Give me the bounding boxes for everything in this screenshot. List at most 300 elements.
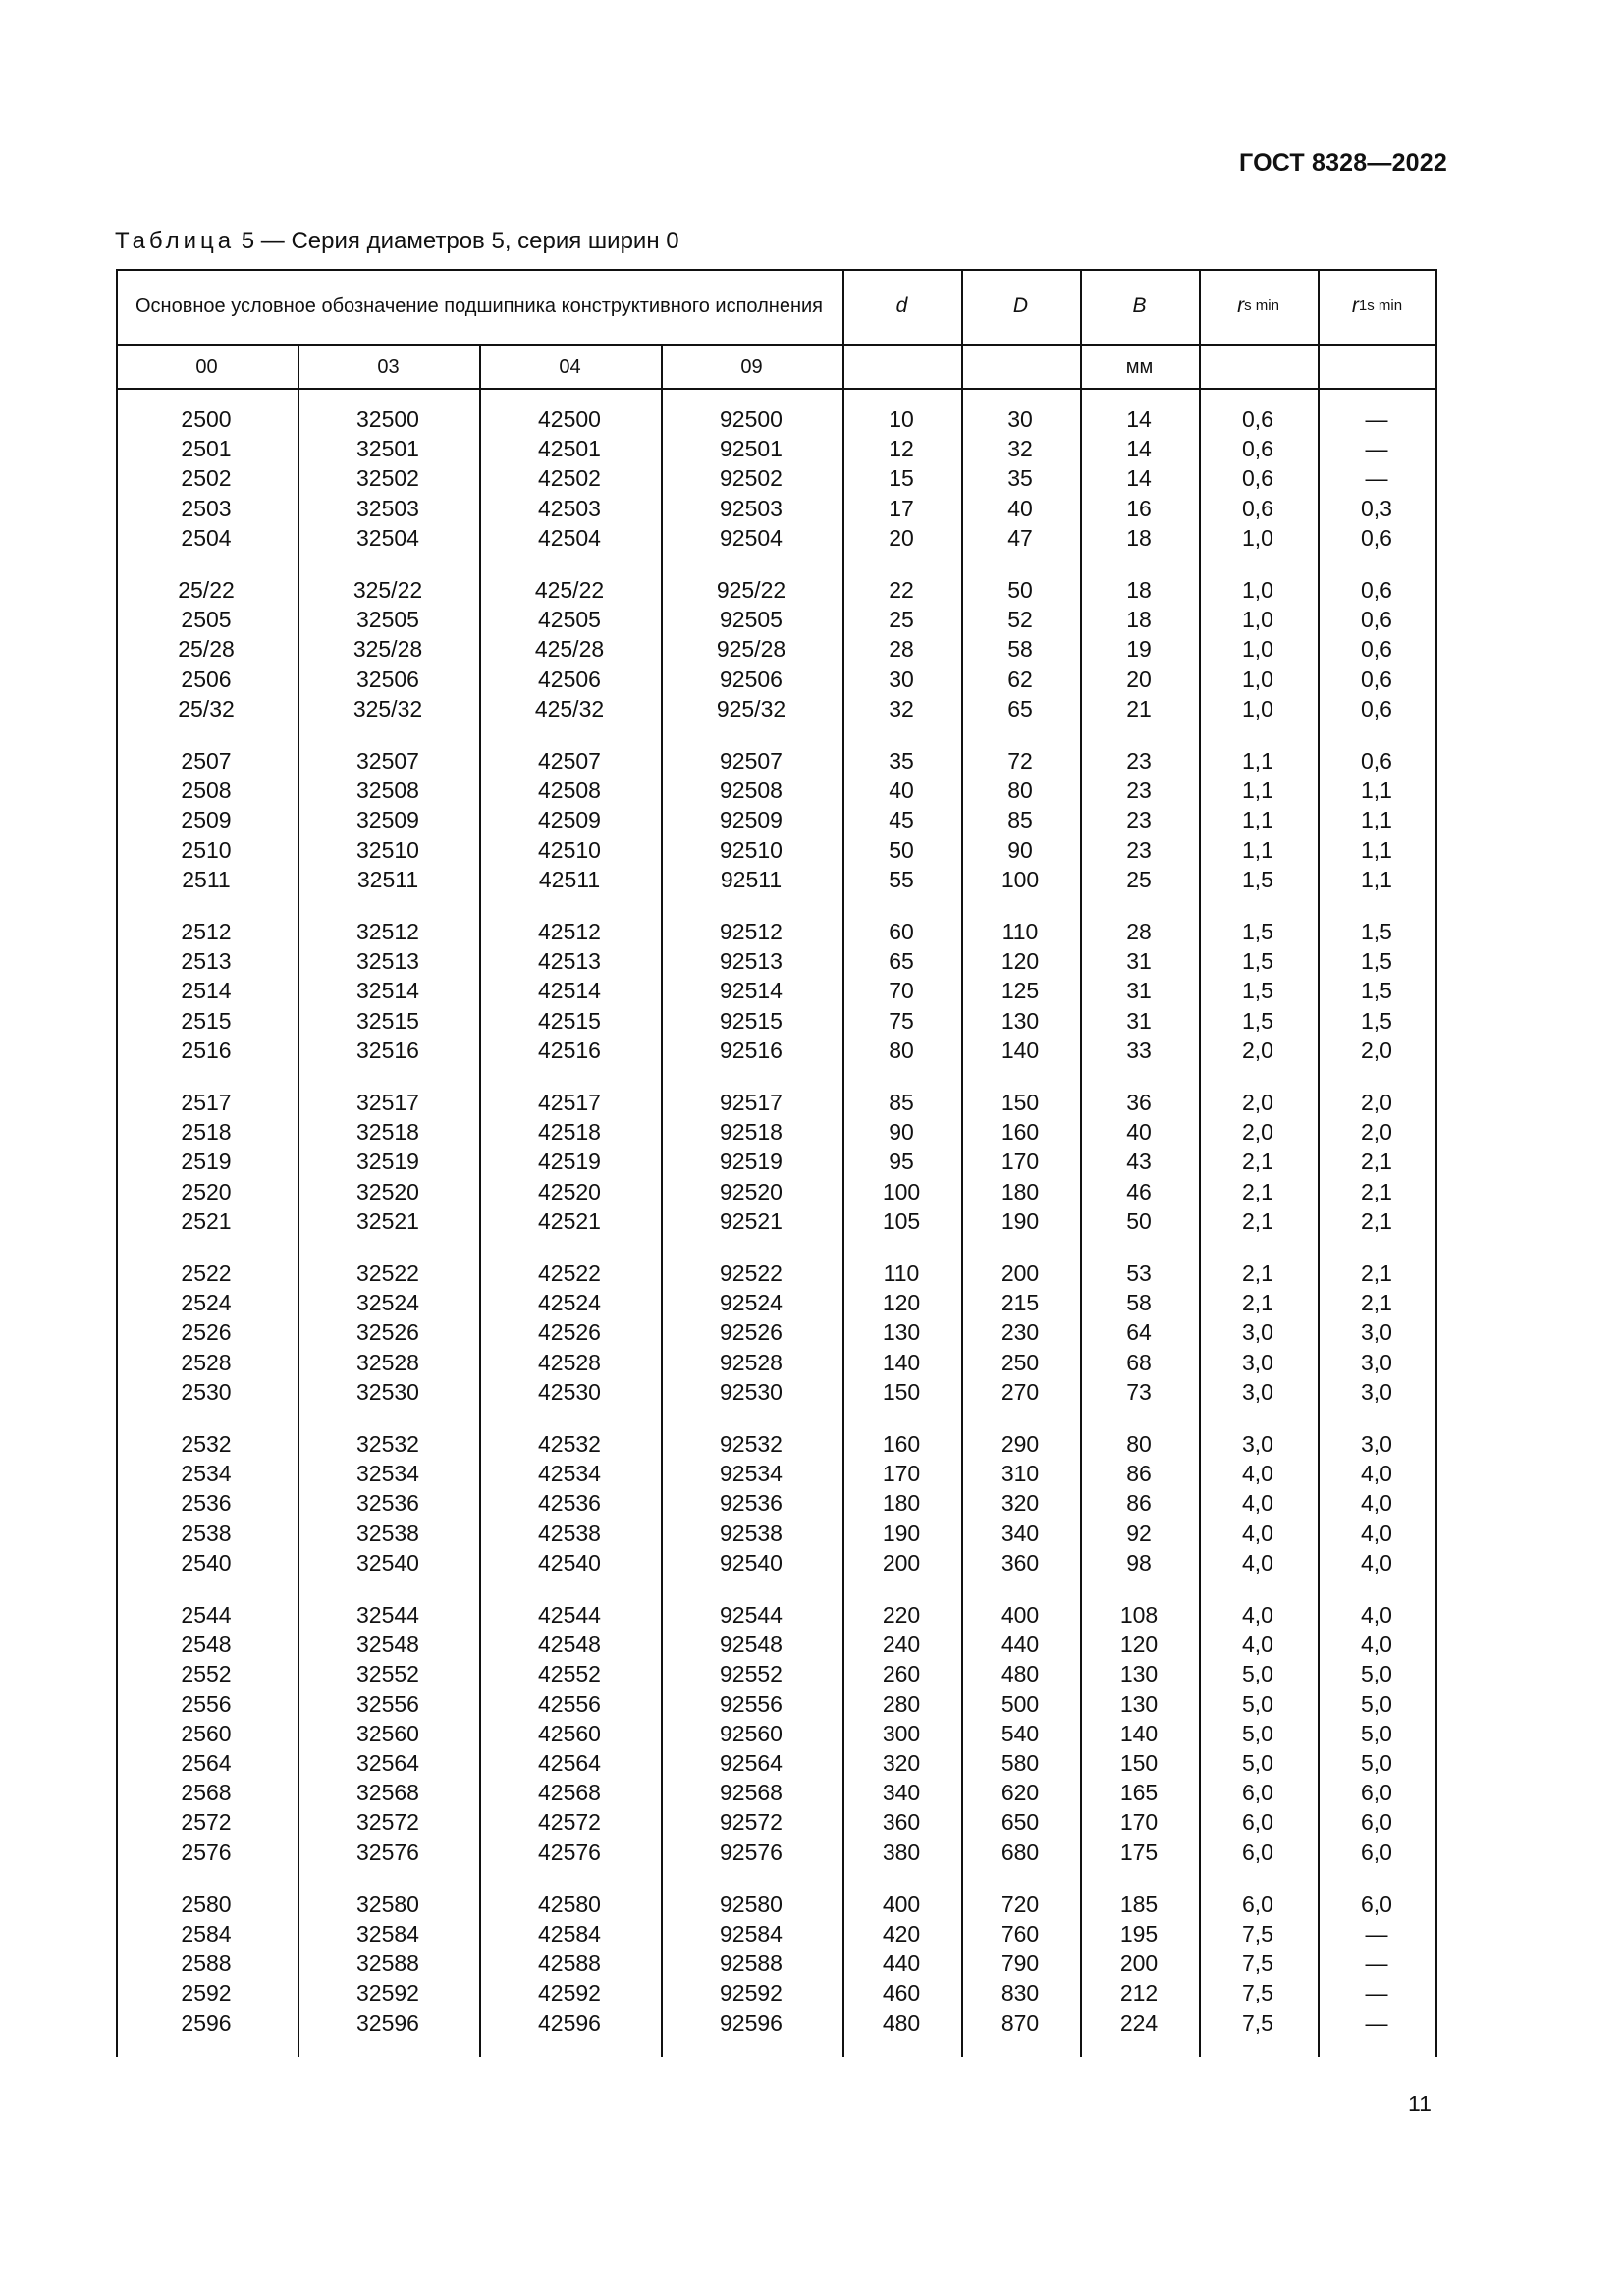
table-cell: 92522 <box>720 1260 783 1286</box>
table-cell: 2517 <box>181 1090 232 1115</box>
table-cell: 790 <box>1001 1950 1040 1977</box>
table-cell: 7,5 <box>1242 2009 1273 2036</box>
table-cell: 360 <box>882 1809 921 1836</box>
table-cell: 92572 <box>720 1809 783 1836</box>
table-cell: 32508 <box>356 777 419 804</box>
table-cell: 42524 <box>538 1290 601 1316</box>
table-row <box>116 1317 1437 1347</box>
table-cell: 80 <box>1126 1431 1152 1457</box>
table-cell: 80 <box>889 1037 914 1063</box>
table-cell: 0,6 <box>1361 524 1392 551</box>
table-cell: 92560 <box>720 1720 783 1746</box>
table-row <box>116 434 1437 463</box>
table-cell: 2520 <box>181 1178 232 1204</box>
table-cell: 2508 <box>181 777 232 804</box>
col-header-D: D <box>1012 294 1029 317</box>
table-cell: 190 <box>882 1520 921 1546</box>
table-row <box>116 1177 1437 1206</box>
table-cell: 92509 <box>720 807 783 833</box>
table-cell: 23 <box>1126 807 1152 833</box>
table-cell: 32513 <box>356 948 419 975</box>
table-cell: 110 <box>883 1260 920 1286</box>
table-cell: 5,0 <box>1361 1750 1392 1776</box>
table-cell: 32576 <box>356 1839 419 1865</box>
table-cell: 325/22 <box>352 577 423 603</box>
table-row <box>116 1348 1437 1377</box>
table-cell: 0,6 <box>1242 406 1273 432</box>
table-cell: 1,5 <box>1361 948 1392 975</box>
table-cell: 98 <box>1126 1549 1152 1575</box>
table-row <box>116 1459 1437 1488</box>
table-cell: 92513 <box>720 948 783 975</box>
table-cell: 2512 <box>181 919 232 944</box>
table-cell: 42513 <box>538 948 601 975</box>
table-row <box>116 1919 1437 1949</box>
table-row <box>116 946 1437 976</box>
table-cell: 31 <box>1126 978 1152 1004</box>
table-cell: 50 <box>1126 1207 1152 1234</box>
col-header-04: 04 <box>559 355 581 378</box>
table-cell: 92519 <box>720 1148 783 1175</box>
table-cell: 42519 <box>538 1148 601 1175</box>
table-cell: 32540 <box>356 1549 419 1575</box>
table-cell: 20 <box>889 524 914 551</box>
table-cell: 5,0 <box>1242 1720 1273 1746</box>
table-cell: 120 <box>1119 1631 1159 1658</box>
table-cell: 4,0 <box>1361 1520 1392 1546</box>
table-cell: — <box>1365 1950 1388 1977</box>
table-cell: 380 <box>882 1839 921 1865</box>
table-cell: 100 <box>882 1178 921 1204</box>
table-row <box>116 694 1437 723</box>
table-cell: 1,5 <box>1242 948 1273 975</box>
table-cell: 110 <box>1001 919 1039 944</box>
table-caption <box>115 228 679 255</box>
table-cell: 270 <box>1001 1378 1040 1405</box>
table-cell: 2534 <box>181 1461 232 1487</box>
table-cell: 32588 <box>356 1950 419 1977</box>
table-cell: 18 <box>1126 607 1152 633</box>
table-cell: 6,0 <box>1242 1839 1273 1865</box>
table-cell: 2,0 <box>1242 1090 1273 1115</box>
table-cell: 73 <box>1126 1378 1152 1405</box>
table-cell: 32509 <box>356 807 419 833</box>
table-cell: 17 <box>889 495 914 521</box>
table-cell: 925/22 <box>716 577 786 603</box>
table-cell: 6,0 <box>1361 1780 1392 1806</box>
table-row <box>116 575 1437 605</box>
table-cell: 90 <box>1007 836 1033 863</box>
table-cell: 220 <box>882 1602 921 1628</box>
table-cell: 42564 <box>538 1750 601 1776</box>
table-cell: 92521 <box>720 1207 783 1234</box>
table-cell: 4,0 <box>1361 1490 1392 1517</box>
table-cell: 2572 <box>181 1809 232 1836</box>
table-cell: 72 <box>1007 748 1033 774</box>
table-cell: — <box>1365 436 1388 462</box>
table-cell: 420 <box>882 1921 921 1947</box>
table-cell: 4,0 <box>1361 1602 1392 1628</box>
table-cell: 12 <box>889 436 914 462</box>
table-cell: 42507 <box>538 748 601 774</box>
table-cell: 92530 <box>720 1378 783 1405</box>
table-cell: 6,0 <box>1361 1809 1392 1836</box>
table-cell: 130 <box>882 1319 921 1346</box>
table-row <box>116 1288 1437 1317</box>
table-cell: 2526 <box>181 1319 232 1346</box>
table-cell: 42505 <box>538 607 601 633</box>
table-row <box>116 404 1437 434</box>
table-cell: 42572 <box>538 1809 601 1836</box>
table-cell: 22 <box>889 577 914 603</box>
table-cell: 32584 <box>356 1921 419 1947</box>
table-cell: 180 <box>882 1490 921 1517</box>
table-cell: 215 <box>1001 1290 1040 1316</box>
table-cell: 92520 <box>720 1178 783 1204</box>
table-cell: 32501 <box>356 436 419 462</box>
table-cell: 42548 <box>538 1631 601 1658</box>
table-cell: 2596 <box>181 2009 232 2036</box>
table-cell: 32516 <box>356 1037 419 1063</box>
table-cell: 925/28 <box>716 636 786 663</box>
table-cell: 5,0 <box>1242 1690 1273 1717</box>
table-cell: 28 <box>1126 919 1152 944</box>
table-cell: 53 <box>1126 1260 1152 1286</box>
table-cell: 2506 <box>181 666 232 692</box>
table-cell: 2524 <box>181 1290 232 1316</box>
table-cell: 42503 <box>538 495 601 521</box>
table-cell: 92507 <box>720 748 783 774</box>
table-cell: 32519 <box>356 1148 419 1175</box>
table-cell: 92596 <box>720 2009 783 2036</box>
table-cell: 64 <box>1126 1319 1152 1346</box>
table-cell: 35 <box>1007 465 1033 492</box>
table-cell: 32544 <box>356 1602 419 1628</box>
table-cell: 75 <box>889 1007 914 1034</box>
table-cell: 7,5 <box>1242 1980 1273 2006</box>
table-cell: 500 <box>1001 1690 1040 1717</box>
table-cell: 3,0 <box>1242 1431 1273 1457</box>
table-cell: 4,0 <box>1361 1549 1392 1575</box>
table-cell: 160 <box>1001 1119 1040 1146</box>
table-row <box>116 1949 1437 1978</box>
table-cell: 32528 <box>356 1349 419 1375</box>
table-row <box>116 1629 1437 1659</box>
table-cell: 160 <box>882 1431 921 1457</box>
table-cell: 5,0 <box>1361 1690 1392 1717</box>
table-cell: 92503 <box>720 495 783 521</box>
table-cell: 15 <box>889 465 914 492</box>
table-cell: 140 <box>1119 1720 1159 1746</box>
table-cell: 46 <box>1126 1178 1152 1204</box>
table-cell: 0,6 <box>1361 636 1392 663</box>
table-cell: 25 <box>1126 866 1152 892</box>
table-cell: 32548 <box>356 1631 419 1658</box>
table-cell: 47 <box>1007 524 1033 551</box>
table-cell: 620 <box>1001 1780 1040 1806</box>
table-cell: 150 <box>882 1378 921 1405</box>
table-cell: 650 <box>1001 1809 1040 1836</box>
table-cell: 2522 <box>181 1260 232 1286</box>
table-cell: 2509 <box>181 807 232 833</box>
table-cell: 42515 <box>538 1007 601 1034</box>
table-cell: 440 <box>1001 1631 1040 1658</box>
table-cell: 42522 <box>538 1260 601 1286</box>
table-cell: 32517 <box>356 1090 419 1115</box>
table-cell: 2510 <box>181 836 232 863</box>
table-row <box>116 605 1437 634</box>
table-cell: 32564 <box>356 1750 419 1776</box>
table-cell: 42512 <box>538 919 601 944</box>
table-cell: 425/22 <box>534 577 605 603</box>
table-cell: 4,0 <box>1242 1631 1273 1658</box>
table-cell: 20 <box>1126 666 1152 692</box>
table-cell: 150 <box>1001 1090 1040 1115</box>
table-cell: 2,0 <box>1361 1119 1392 1146</box>
table-cell: 224 <box>1119 2009 1159 2036</box>
table-cell: 68 <box>1126 1349 1152 1375</box>
table-cell: 360 <box>1001 1549 1040 1575</box>
table-cell: 92548 <box>720 1631 783 1658</box>
table-cell: 3,0 <box>1361 1319 1392 1346</box>
table-cell: 32596 <box>356 2009 419 2036</box>
table-cell: 92524 <box>720 1290 783 1316</box>
table-cell: 2544 <box>181 1602 232 1628</box>
table-cell: 86 <box>1126 1461 1152 1487</box>
table-cell: 86 <box>1126 1490 1152 1517</box>
table-cell: 92502 <box>720 465 783 492</box>
table-cell: 50 <box>889 836 914 863</box>
table-row <box>116 665 1437 694</box>
table-cell: 14 <box>1126 406 1152 432</box>
table-cell: 32522 <box>356 1260 419 1286</box>
table-cell: 6,0 <box>1242 1809 1273 1836</box>
table-cell: 340 <box>882 1780 921 1806</box>
table-cell: 2,1 <box>1361 1207 1392 1234</box>
table-cell: 2514 <box>181 978 232 1004</box>
table-cell: 31 <box>1126 1007 1152 1034</box>
table-cell: 125 <box>1001 978 1040 1004</box>
table-cell: 32511 <box>356 866 419 892</box>
table-cell: 170 <box>882 1461 921 1487</box>
table-cell: 830 <box>1001 1980 1040 2006</box>
table-cell: 90 <box>889 1119 914 1146</box>
table-cell: 1,1 <box>1242 748 1273 774</box>
table-cell: 32505 <box>356 607 419 633</box>
table-cell: 105 <box>882 1207 921 1234</box>
table-row <box>116 1377 1437 1407</box>
table-cell: 440 <box>882 1950 921 1977</box>
table-cell: 55 <box>889 866 914 892</box>
table-cell: 92538 <box>720 1520 783 1546</box>
table-cell: 92526 <box>720 1319 783 1346</box>
table-row <box>116 1258 1437 1288</box>
table-cell: 870 <box>1001 2009 1040 2036</box>
table-cell: 1,5 <box>1242 1007 1273 1034</box>
table-cell: 2532 <box>181 1431 232 1457</box>
table-cell: 30 <box>889 666 914 692</box>
table-cell: 140 <box>882 1349 921 1375</box>
table-row <box>116 1429 1437 1459</box>
table-cell: 2518 <box>181 1119 232 1146</box>
table-cell: 200 <box>1119 1950 1159 1977</box>
table-cell: 2,1 <box>1242 1207 1273 1234</box>
table-cell: 23 <box>1126 836 1152 863</box>
table-cell: 92505 <box>720 607 783 633</box>
col-header-B: B <box>1132 294 1147 317</box>
table-row <box>116 1519 1437 1548</box>
table-cell: 1,1 <box>1361 807 1392 833</box>
table-cell: 85 <box>889 1090 914 1115</box>
bearing-table <box>116 269 1437 2057</box>
col-header-rs-min: r s min <box>1237 294 1279 317</box>
table-cell: 480 <box>1001 1661 1040 1687</box>
table-cell: 100 <box>1001 866 1040 892</box>
table-row <box>116 2008 1437 2038</box>
table-cell: 31 <box>1126 948 1152 975</box>
table-cell: 2538 <box>181 1520 232 1546</box>
table-cell: 760 <box>1001 1921 1040 1947</box>
table-cell: 33 <box>1126 1037 1152 1063</box>
table-cell: 4,0 <box>1361 1461 1392 1487</box>
table-cell: 32536 <box>356 1490 419 1517</box>
table-cell: 92540 <box>720 1549 783 1575</box>
table-cell: 2580 <box>181 1891 232 1917</box>
table-cell: 14 <box>1126 436 1152 462</box>
table-cell: 4,0 <box>1242 1461 1273 1487</box>
table-cell: 42518 <box>538 1119 601 1146</box>
table-cell: 32512 <box>356 919 419 944</box>
table-cell: 25/22 <box>178 577 235 603</box>
table-cell: 92588 <box>720 1950 783 1977</box>
table-cell: 92532 <box>720 1431 783 1457</box>
table-cell: 6,0 <box>1361 1891 1392 1917</box>
table-cell: 1,1 <box>1361 866 1392 892</box>
table-row <box>116 1488 1437 1518</box>
table-cell: 2,1 <box>1361 1178 1392 1204</box>
table-cell: 2505 <box>181 607 232 633</box>
table-cell: — <box>1365 1921 1388 1947</box>
table-cell: 2588 <box>181 1950 232 1977</box>
table-row <box>116 1088 1437 1117</box>
table-cell: 120 <box>882 1290 921 1316</box>
table-cell: 2,0 <box>1361 1037 1392 1063</box>
table-cell: 45 <box>889 807 914 833</box>
table-row <box>116 1838 1437 1867</box>
table-cell: 108 <box>1119 1602 1159 1628</box>
table-cell: 3,0 <box>1361 1349 1392 1375</box>
table-cell: 200 <box>882 1549 921 1575</box>
table-cell: 212 <box>1119 1980 1159 2006</box>
table-cell: 42516 <box>538 1037 601 1063</box>
table-cell: 23 <box>1126 748 1152 774</box>
table-cell: 42500 <box>538 406 601 432</box>
table-cell: 1,1 <box>1361 777 1392 804</box>
table-cell: 14 <box>1126 465 1152 492</box>
table-cell: 5,0 <box>1361 1661 1392 1687</box>
table-cell: 80 <box>1007 777 1033 804</box>
table-cell: 0,6 <box>1361 577 1392 603</box>
table-cell: 28 <box>889 636 914 663</box>
table-cell: 2519 <box>181 1148 232 1175</box>
table-row <box>116 976 1437 1005</box>
table-row <box>116 917 1437 946</box>
table-cell: 42568 <box>538 1780 601 1806</box>
table-cell: 2515 <box>181 1007 232 1034</box>
table-row <box>116 1778 1437 1807</box>
table-cell: 4,0 <box>1361 1631 1392 1658</box>
table-cell: 42538 <box>538 1520 601 1546</box>
table-cell: 92515 <box>720 1007 783 1034</box>
table-cell: 42506 <box>538 666 601 692</box>
table-cell: 10 <box>889 406 914 432</box>
table-cell: 36 <box>1126 1090 1152 1115</box>
caption-text: 5 — Серия диаметров 5, серия ширин 0 <box>241 228 679 254</box>
table-cell: 2503 <box>181 495 232 521</box>
col-header-09: 09 <box>740 355 763 378</box>
table-cell: 0,6 <box>1361 748 1392 774</box>
table-cell: 32504 <box>356 524 419 551</box>
table-cell: 92517 <box>720 1090 783 1115</box>
table-row <box>116 634 1437 664</box>
table-cell: 1,1 <box>1242 836 1273 863</box>
table-cell: 2540 <box>181 1549 232 1575</box>
table-cell: 32515 <box>356 1007 419 1034</box>
table-cell: 5,0 <box>1242 1661 1273 1687</box>
table-cell: 42588 <box>538 1950 601 1977</box>
table-cell: 42576 <box>538 1839 601 1865</box>
table-cell: 32592 <box>356 1980 419 2006</box>
table-cell: 42530 <box>538 1378 601 1405</box>
table-cell: 720 <box>1001 1891 1040 1917</box>
table-cell: 425/32 <box>534 695 605 721</box>
table-cell: 2528 <box>181 1349 232 1375</box>
table-cell: 320 <box>882 1750 921 1776</box>
table-cell: 42534 <box>538 1461 601 1487</box>
table-cell: 460 <box>882 1980 921 2006</box>
table-cell: 42504 <box>538 524 601 551</box>
table-cell: 1,0 <box>1242 695 1273 721</box>
table-cell: 120 <box>1001 948 1040 975</box>
table-cell: 92556 <box>720 1690 783 1717</box>
table-cell: 2,1 <box>1242 1260 1273 1286</box>
table-cell: 32520 <box>356 1178 419 1204</box>
table-cell: 42509 <box>538 807 601 833</box>
table-cell: 92568 <box>720 1780 783 1806</box>
table-row <box>116 1978 1437 2007</box>
table-cell: 2564 <box>181 1750 232 1776</box>
table-cell: 280 <box>882 1690 921 1717</box>
table-cell: 6,0 <box>1361 1839 1392 1865</box>
table-cell: 7,5 <box>1242 1921 1273 1947</box>
table-row <box>116 746 1437 775</box>
table-cell: 425/28 <box>534 636 605 663</box>
table-cell: 40 <box>889 777 914 804</box>
table-cell: 320 <box>1001 1490 1040 1517</box>
table-row <box>116 494 1437 523</box>
table-cell: 1,5 <box>1361 978 1392 1004</box>
table-cell: 1,0 <box>1242 636 1273 663</box>
table-cell: 2552 <box>181 1661 232 1687</box>
table-cell: 2513 <box>181 948 232 975</box>
table-cell: 92514 <box>720 978 783 1004</box>
table-cell: 35 <box>889 748 914 774</box>
table-cell: 52 <box>1007 607 1033 633</box>
table-cell: 42528 <box>538 1349 601 1375</box>
table-cell: 40 <box>1007 495 1033 521</box>
table-row <box>116 1006 1437 1036</box>
table-cell: 92500 <box>720 406 783 432</box>
